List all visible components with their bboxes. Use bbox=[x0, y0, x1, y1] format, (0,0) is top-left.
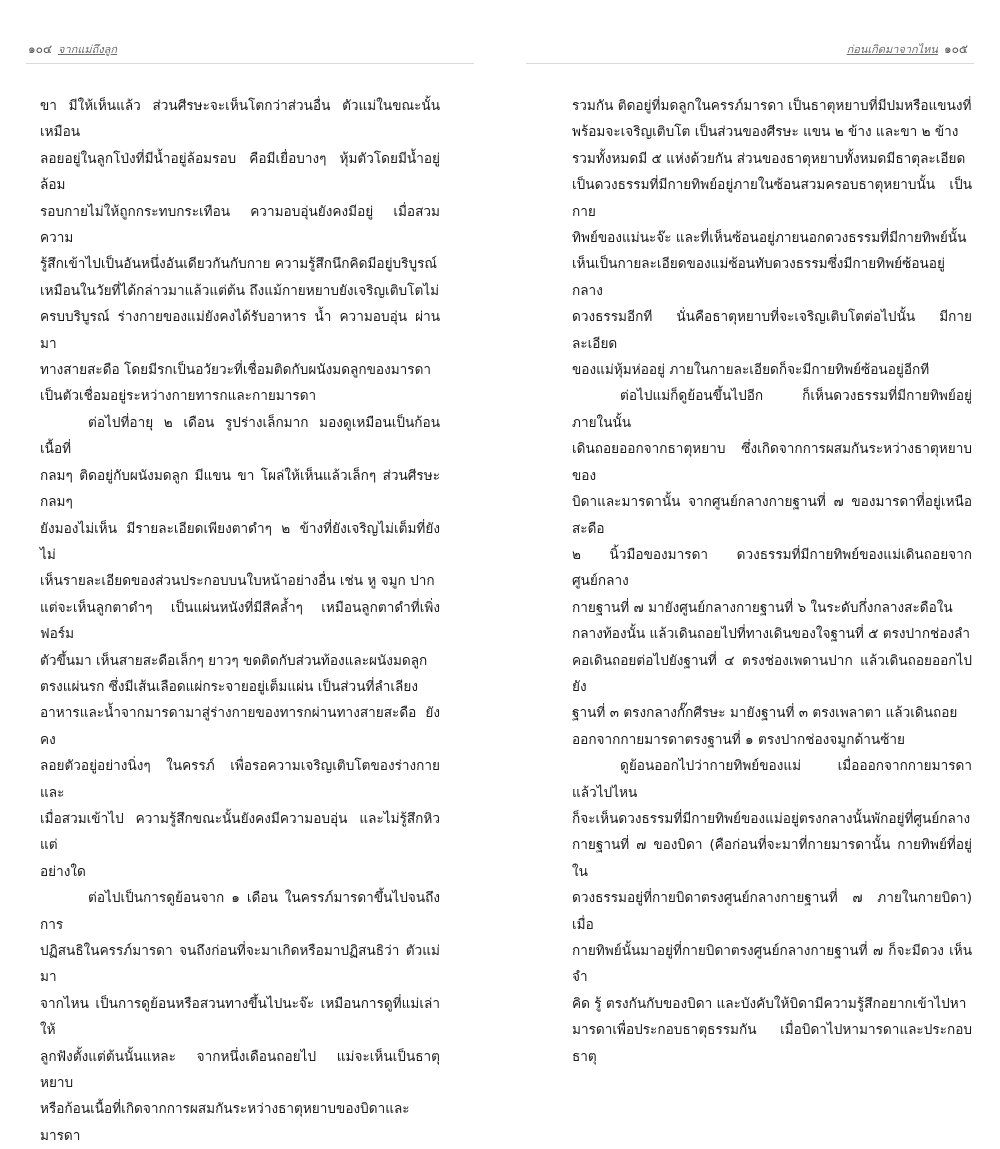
right-paragraph-2: ต่อไปแม่ก็ดูย้อนขึ้นไปอีก ก็เห็นดวงธรรมที่มีกายทิพย์อยู่ภายในนั้น เดินถอยออกจากธาตุหยาบ ซึ่งเกิดจากการผสมกันระหว่างธาตุหยาบของ บิดาและมารดานั้น จากศูนย์กลางกายฐานที่ ๗ ของมารดาที่อยู่เหนือสะดือ ๒ นิ้วมือของมารดา ดวงธรรมที่มีกายทิพย์ของแม่เดินถอยจากศูนย์กลาง กายฐานที่ ๗ มายังศูนย์กลางกายฐานที่ ๖ ในระดับกึ่งกลางสะดือใน กลางท้องนั้น แล้วเดินถอยไปที่ทางเดินของใจฐานที่ ๕ ตรงปากช่องลำ คอเดินถอยต่อไปยังฐานที่ ๔ ตรงช่องเพดานปาก แล้วเดินถอยออกไปยัง ฐานที่ ๓ ตรงกลางกั๊กศีรษะ มายังฐานที่ ๓ ตรงเพลาตา แล้วเดินถอย ออกจากกายมารดาตรงฐานที่ ๑ ตรงปากช่องจมูกด้านซ้าย bbox=[572, 388, 972, 748]
left-running-title: จากแม่ถึงลูก bbox=[58, 43, 118, 56]
left-paragraph-3: ต่อไปเป็นการดูย้อนจาก ๑ เดือน ในครรภ์มารดาขึ้นไปจนถึงการ ปฏิสนธิในครรภ์มารดา จนถึงก่อนที่จะมาเกิดหรือมาปฏิสนธิว่า ตัวแม่มา จากไหน เป็นการดูย้อนหรือสวนทางขึ้นไปนะจ๊ะ เหมือนการดูที่แม่เล่าให้ ลูกฟังตั้งแต่ต้นนั้นแหละ จากหนึ่งเดือนถอยไป แม่จะเห็นเป็นธาตุหยาบ หรือก้อนเนื้อที่เกิดจากการผสมกันระหว่างธาตุหยาบของบิดาและมารดา bbox=[40, 890, 440, 1144]
right-page-header bbox=[847, 40, 968, 60]
right-running-title: ก่อนเกิดมาจากไหน bbox=[846, 43, 938, 56]
left-page-header bbox=[28, 40, 117, 60]
right-header-rule bbox=[526, 63, 974, 64]
right-paragraph-1: รวมกัน ติดอยู่ที่มดลูกในครรภ์มารดา เป็นธาตุหยาบที่มีปมหรือแขนงที่ พร้อมจะเจริญเติบโต เป็นส่วนของศีรษะ แขน ๒ ข้าง และขา ๒ ข้าง รวมทั้งหมดมี ๕ แห่งด้วยกัน ส่วนของธาตุหยาบทั้งหมดมีธาตุละเอียด เป็นดวงธรรมที่มีกายทิพย์อยู่ภายในซ้อนสวมครอบธาตุหยาบนั้น เป็นกาย ทิพย์ของแม่นะจ๊ะ และที่เห็นซ้อนอยู่ภายนอกดวงธรรมที่มีกายทิพย์นั้น เห็นเป็นกายละเอียดของแม่ซ้อนทับดวงธรรมซึ่งมีกายทิพย์ซ้อนอยู่กลาง ดวงธรรมอีกที นั่นคือธาตุหยาบที่จะเจริญเติบโตต่อไปนั้น มีกายละเอียด ของแม่หุ้มห่ออยู่ ภายในกายละเอียดก็จะมีกายทิพย์ซ้อนอยู่อีกที bbox=[572, 98, 972, 379]
left-page-number: ๑๐๔ bbox=[28, 42, 53, 56]
right-paragraph-3: ดูย้อนออกไปว่ากายทิพย์ของแม่ เมื่อออกจากกายมารดาแล้วไปไหน ก็จะเห็นดวงธรรมที่มีกายทิพย์ของแม่อยู่ตรงกลางนั้นพักอยู่ที่ศูนย์กลาง กายฐานที่ ๗ ของบิดา (คือก่อนที่จะมาที่กายมารดานั้น กายทิพย์ที่อยู่ใน ดวงธรรมอยู่ที่กายบิดาตรงศูนย์กลางกายฐานที่ ๗ ภายในกายบิดา) เมื่อ กายทิพย์นั้นมาอยู่ที่กายบิดาตรงศูนย์กลางกายฐานที่ ๗ ก็จะมีดวง เห็น จำ คิด รู้ ตรงกันกับของบิดา และบังคับให้บิดามีความรู้สึกอยากเข้าไปหา มารดาเพื่อประกอบธาตุธรรมกัน เมื่อบิดาไปหามารดาและประกอบธาตุ bbox=[572, 758, 972, 1065]
right-page-number: ๑๐๕ bbox=[943, 42, 968, 56]
right-page-body bbox=[572, 93, 972, 1070]
left-page-body bbox=[40, 93, 440, 1149]
left-header-rule bbox=[26, 63, 474, 64]
right-page bbox=[500, 0, 1000, 1065]
left-paragraph-2: ต่อไปที่อายุ ๒ เดือน รูปร่างเล็กมาก มองดูเหมือนเป็นก้อนเนื้อที่ กลมๆ ติดอยู่กับผนังมดลูก มีแขน ขา โผล่ให้เห็นแล้วเล็กๆ ส่วนศีรษะกลมๆ ยังมองไม่เห็น มีรายละเอียดเพียงตาดำๆ ๒ ข้างที่ยังเจริญไม่เต็มที่ยังไม่ เห็นรายละเอียดของส่วนประกอบบนใบหน้าอย่างอื่น เช่น หู จมูก ปาก แต่จะเห็นลูกตาดำๆ เป็นแผ่นหนังที่มีสีคล้ำๆ เหมือนลูกตาดำที่เพิ่งฟอร์ม ตัวขึ้นมา เห็นสายสะดือเล็กๆ ยาวๆ ขดติดกับส่วนท้องและผนังมดลูก ตรงแผ่นรก ซึ่งมีเส้นเลือดแผ่กระจายอยู่เต็มแผ่น เป็นส่วนที่ลำเลียง อาหารและน้ำจากมารดามาสู่ร่างกายของทารกผ่านทางสายสะดือ ยังคง ลอยตัวอยู่อย่างนิ่งๆ ในครรภ์ เพื่อรอความเจริญเติบโตของร่างกายและ เมื่อสวมเข้าไป ความรู้สึกขณะนั้นยังคงมีความอบอุ่น และไม่รู้สึกหิวแต่ อย่างใด bbox=[40, 414, 440, 880]
left-page bbox=[0, 0, 500, 1144]
left-paragraph-1: ขา มีให้เห็นแล้ว ส่วนศีรษะจะเห็นโตกว่าส่วนอื่น ตัวแม่ในขณะนั้นเหมือน ลอยอยู่ในลูกโป่งที่มีน้ำอยู่ล้อมรอบ คือมีเยื่อบางๆ หุ้มตัวโดยมีน้ำอยู่ล้อม รอบกายไม่ให้ถูกกระทบกระเทือน ความอบอุ่นยังคงมีอยู่ เมื่อสวมความ รู้สึกเข้าไปเป็นอันหนึ่งอันเดียวกันกับกาย ความรู้สึกนึกคิดมีอยู่บริบูรณ์ เหมือนในวัยที่ได้กล่าวมาแล้วแต่ต้น ถึงแม้กายหยาบยังเจริญเติบโตไม่ ครบบริบูรณ์ ร่างกายของแม่ยังคงได้รับอาหาร น้ำ ความอบอุ่น ผ่านมา ทางสายสะดือ โดยมีรกเป็นอวัยวะที่เชื่อมติดกับผนังมดลูกของมารดา เป็นตัวเชื่อมอยู่ระหว่างกายทารกและกายมารดา bbox=[40, 98, 440, 405]
